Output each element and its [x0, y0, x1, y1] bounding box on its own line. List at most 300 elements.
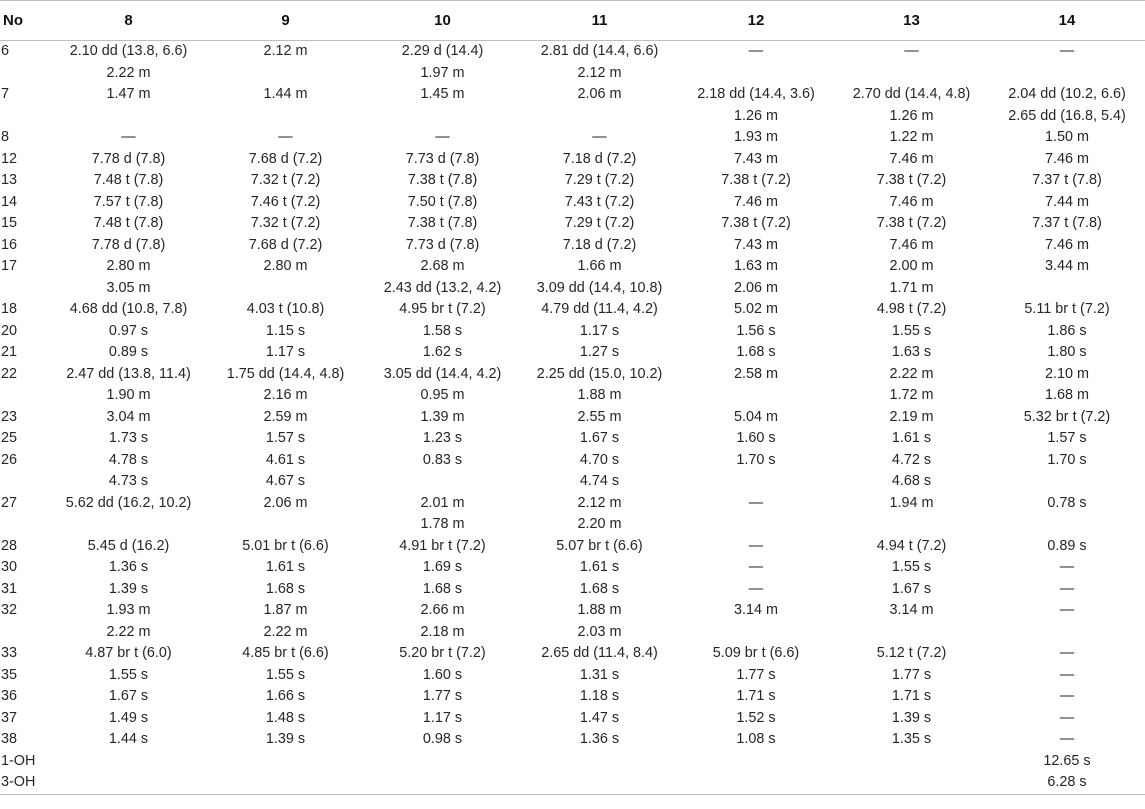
shift-value-cell — [678, 63, 834, 85]
shift-value-cell: 2.01 m — [420, 494, 465, 511]
shift-value-cell: 7.73 d (7.8) — [405, 236, 480, 253]
table-row — [0, 256, 1145, 278]
shift-value-cell: 2.12 m — [263, 43, 308, 59]
shift-value-cell: 7.38 t (7.8) — [407, 172, 478, 188]
shift-value-cell: 2.80 m — [106, 258, 151, 274]
shift-value-cell — [989, 622, 1145, 644]
shift-value-cell: 1.68 s — [736, 344, 776, 360]
shift-value-cell: 2.65 dd (11.4, 8.4) — [541, 645, 658, 661]
shift-value-cell: 2.47 dd (13.8, 11.4) — [66, 365, 191, 382]
shift-value-cell — [989, 471, 1145, 493]
shift-value-cell: 5.11 br t (7.2) — [1024, 301, 1110, 317]
shift-value-cell: 0.97 s — [108, 322, 149, 339]
table-row — [0, 450, 1145, 472]
shift-value-cell: 7.48 t (7.8) — [93, 215, 164, 231]
table-row — [0, 364, 1145, 386]
position-number-cell: 22 — [1, 365, 18, 382]
shift-value-cell: — — [1059, 602, 1075, 618]
shift-value-cell: 2.20 m — [577, 516, 622, 532]
shift-value-cell: 7.46 m — [889, 193, 934, 210]
shift-value-cell: 7.43 t (7.2) — [564, 193, 635, 210]
column-header-compound-9: 9 — [207, 1, 364, 41]
shift-value-cell: 1.80 s — [1047, 344, 1087, 360]
shift-value-cell: 3.05 dd (14.4, 4.2) — [383, 365, 502, 382]
shift-value-cell: — — [592, 129, 607, 145]
shift-value-cell: 3.44 m — [1045, 258, 1089, 274]
shift-value-cell: 1.35 s — [891, 731, 932, 747]
position-number-cell: 30 — [1, 559, 18, 575]
shift-value-cell: 7.38 t (7.2) — [721, 215, 791, 231]
shift-value-cell: 5.09 br t (6.6) — [712, 645, 800, 661]
shift-value-cell: 1.63 m — [734, 258, 778, 274]
shift-value-cell: 0.95 m — [420, 387, 465, 403]
table-row — [0, 407, 1145, 429]
position-number-cell: 32 — [1, 602, 18, 618]
shift-value-cell — [50, 751, 207, 773]
shift-value-cell: 0.78 s — [1047, 494, 1087, 511]
shift-value-cell: 1.67 s — [579, 430, 620, 446]
shift-value-cell: 5.20 br t (7.2) — [399, 645, 486, 661]
position-number-cell: 33 — [1, 645, 18, 661]
shift-value-cell: 7.46 m — [1045, 150, 1089, 167]
position-number-cell: 12 — [1, 150, 18, 167]
shift-value-cell: 7.46 m — [889, 150, 934, 167]
shift-value-cell: 1.55 s — [108, 666, 149, 683]
table-row — [0, 321, 1145, 343]
column-header-compound-12: 12 — [678, 1, 834, 41]
position-number-cell: 36 — [1, 688, 18, 704]
table-row — [0, 643, 1145, 665]
shift-value-cell: — — [1059, 666, 1075, 683]
position-number-cell: 35 — [1, 666, 18, 683]
shift-value-cell: 1.63 s — [891, 344, 932, 360]
table-row — [0, 471, 1145, 493]
shift-value-cell — [521, 106, 678, 128]
shift-value-cell: 2.22 m — [106, 623, 151, 640]
shift-value-cell: 5.45 d (16.2) — [87, 537, 170, 554]
shift-value-cell: 1.75 dd (14.4, 4.8) — [226, 365, 345, 382]
shift-value-cell: 2.10 dd (13.8, 6.6) — [69, 43, 188, 59]
shift-value-cell: 5.32 br t (7.2) — [1023, 408, 1111, 425]
shift-value-cell — [834, 751, 989, 773]
shift-value-cell: 2.59 m — [263, 408, 308, 425]
shift-value-cell: 2.58 m — [734, 365, 778, 382]
shift-value-cell: 4.72 s — [891, 451, 932, 468]
position-number-cell: 23 — [1, 408, 18, 425]
shift-value-cell: 1.39 s — [265, 731, 306, 747]
table-row — [0, 106, 1145, 128]
shift-value-cell — [364, 106, 521, 128]
shift-value-cell — [50, 772, 207, 794]
position-number-cell: 28 — [1, 537, 18, 554]
shift-value-cell: 1.60 s — [736, 430, 776, 446]
shift-value-cell: 2.10 m — [1045, 365, 1089, 382]
shift-value-cell: 1.70 s — [1047, 451, 1087, 468]
shift-value-cell: 7.48 t (7.8) — [93, 172, 164, 188]
shift-value-cell: 2.18 dd (14.4, 3.6) — [697, 86, 815, 102]
shift-value-cell: 2.06 m — [577, 86, 622, 102]
shift-value-cell: 2.25 dd (15.0, 10.2) — [536, 365, 663, 382]
shift-value-cell: 1.36 s — [108, 559, 149, 575]
shift-value-cell — [364, 471, 521, 493]
shift-value-cell: 3.05 m — [106, 279, 151, 296]
shift-value-cell: 1.22 m — [889, 129, 934, 145]
table-row — [0, 772, 1145, 794]
shift-value-cell: 4.70 s — [579, 451, 620, 468]
shift-value-cell: 7.29 t (7.2) — [564, 172, 635, 188]
shift-value-cell: 7.38 t (7.8) — [407, 215, 478, 231]
shift-value-cell — [678, 772, 834, 794]
shift-value-cell: 7.18 d (7.2) — [562, 236, 637, 253]
shift-value-cell: — — [1059, 559, 1075, 575]
shift-value-cell: 2.18 m — [420, 623, 465, 640]
shift-value-cell — [50, 106, 207, 128]
shift-value-cell: 2.06 m — [734, 279, 778, 296]
shift-value-cell: 4.87 br t (6.0) — [85, 645, 172, 661]
shift-value-cell: 1.44 m — [263, 86, 308, 102]
table-row — [0, 708, 1145, 730]
shift-value-cell: 1.57 s — [265, 430, 306, 446]
shift-value-cell: 12.65 s — [1043, 752, 1091, 769]
shift-value-cell — [834, 772, 989, 794]
shift-value-cell: 1.94 m — [889, 494, 934, 511]
shift-value-cell — [834, 514, 989, 536]
column-header-compound-14: 14 — [989, 1, 1145, 41]
shift-value-cell: 7.78 d (7.8) — [91, 236, 166, 253]
shift-value-cell: 0.89 s — [108, 344, 149, 360]
position-number-cell: 38 — [1, 731, 18, 747]
table-row — [0, 235, 1145, 257]
shift-value-cell: 1.18 s — [579, 688, 620, 704]
table-row — [0, 299, 1145, 321]
shift-value-cell: — — [278, 129, 293, 145]
shift-value-cell: — — [904, 43, 919, 59]
shift-value-cell: 1.71 m — [889, 279, 934, 296]
position-number-cell: 26 — [1, 451, 18, 468]
column-header-no: No — [0, 1, 50, 41]
shift-value-cell: 0.83 s — [422, 451, 463, 468]
shift-value-cell: 2.68 m — [420, 258, 465, 274]
table-row — [0, 41, 1145, 63]
column-header-compound-10: 10 — [364, 1, 521, 41]
shift-value-cell: 7.68 d (7.2) — [248, 150, 323, 167]
shift-value-cell: 1.72 m — [889, 387, 934, 403]
shift-value-cell: 1.39 m — [420, 408, 465, 425]
shift-value-cell: 1.62 s — [422, 344, 463, 360]
column-header-compound-11: 11 — [521, 1, 678, 41]
shift-value-cell: 7.46 t (7.2) — [250, 193, 321, 210]
position-number-cell: 18 — [1, 301, 18, 317]
shift-value-cell: — — [1059, 645, 1075, 661]
shift-value-cell: — — [1059, 709, 1075, 726]
position-number-cell: 37 — [1, 709, 18, 726]
shift-value-cell: 1.93 m — [734, 129, 778, 145]
shift-value-cell: 1.31 s — [579, 666, 620, 683]
position-number-cell: 25 — [1, 430, 18, 446]
shift-value-cell: — — [748, 580, 764, 597]
shift-value-cell: 1.87 m — [263, 602, 308, 618]
shift-value-cell: — — [1059, 688, 1075, 704]
shift-value-cell: 1.90 m — [106, 387, 151, 403]
shift-value-cell: 1.93 m — [106, 602, 151, 618]
shift-value-cell: 1.70 s — [736, 451, 776, 468]
shift-value-cell: 2.70 dd (14.4, 4.8) — [852, 86, 971, 102]
shift-value-cell: 0.89 s — [1047, 537, 1087, 554]
table-row — [0, 428, 1145, 450]
shift-value-cell: 1.44 s — [108, 731, 149, 747]
shift-value-cell: 1.17 s — [265, 344, 306, 360]
shift-value-cell: 1.61 s — [265, 559, 306, 575]
position-number-cell — [0, 622, 50, 644]
table-row — [0, 84, 1145, 106]
shift-value-cell: 1.68 s — [265, 580, 306, 597]
shift-value-cell: 4.78 s — [108, 451, 149, 468]
shift-value-cell: — — [748, 559, 764, 575]
table-row — [0, 149, 1145, 171]
shift-value-cell: 1.39 s — [108, 580, 149, 597]
table-row — [0, 751, 1145, 773]
shift-value-cell: 4.74 s — [579, 473, 620, 489]
shift-value-cell: 4.68 dd (10.8, 7.8) — [69, 301, 188, 317]
shift-value-cell: 4.79 dd (11.4, 4.2) — [541, 301, 658, 317]
shift-value-cell: 1.88 m — [577, 602, 622, 618]
shift-value-cell: 7.18 d (7.2) — [562, 150, 637, 167]
shift-value-cell: 7.46 m — [889, 236, 934, 253]
position-number-cell: 6 — [1, 43, 10, 59]
shift-value-cell — [207, 772, 364, 794]
shift-value-cell: 1.58 s — [422, 322, 463, 339]
shift-value-cell: 7.38 t (7.2) — [721, 172, 791, 188]
shift-value-cell: 1.49 s — [108, 709, 149, 726]
table-row — [0, 665, 1145, 687]
shift-value-cell: 5.07 br t (6.6) — [556, 537, 643, 554]
shift-value-cell: 1.27 s — [579, 344, 620, 360]
table-row — [0, 493, 1145, 515]
shift-value-cell — [50, 514, 207, 536]
shift-value-cell: — — [435, 129, 450, 145]
shift-value-cell — [678, 751, 834, 773]
shift-value-cell: 7.37 t (7.8) — [1032, 172, 1102, 188]
header-row — [0, 1, 1145, 41]
table-row — [0, 278, 1145, 300]
table-row — [0, 686, 1145, 708]
shift-value-cell: 1.17 s — [579, 322, 620, 339]
position-number-cell — [0, 278, 50, 300]
shift-value-cell: 2.22 m — [263, 623, 308, 640]
table-row — [0, 213, 1145, 235]
shift-value-cell: 1.26 m — [889, 107, 934, 124]
shift-value-cell: 2.80 m — [263, 258, 308, 274]
position-number-cell: 27 — [1, 494, 18, 511]
position-number-cell: 1-OH — [1, 752, 36, 769]
shift-value-cell: 7.38 t (7.2) — [876, 172, 947, 188]
shift-value-cell: 2.81 dd (14.4, 6.6) — [540, 43, 659, 59]
shift-value-cell: — — [1059, 43, 1075, 59]
shift-value-cell: 4.61 s — [265, 451, 306, 468]
table-row — [0, 600, 1145, 622]
table-row — [0, 514, 1145, 536]
shift-value-cell: 1.67 s — [108, 688, 149, 704]
shift-value-cell: 3.14 m — [734, 602, 778, 618]
shift-value-cell — [207, 751, 364, 773]
shift-value-cell: 1.67 s — [891, 580, 932, 597]
shift-value-cell: 7.44 m — [1045, 193, 1089, 210]
table-row — [0, 127, 1145, 149]
shift-value-cell: 7.46 m — [1045, 236, 1089, 253]
position-number-cell: 7 — [1, 86, 10, 102]
position-number-cell: 8 — [1, 129, 10, 145]
shift-value-cell: 1.78 m — [420, 516, 465, 532]
shift-value-cell: 1.15 s — [265, 322, 306, 339]
shift-value-cell: 1.97 m — [420, 64, 465, 81]
shift-value-cell: 2.22 m — [106, 64, 151, 81]
table-row — [0, 63, 1145, 85]
shift-value-cell: — — [748, 537, 764, 554]
shift-value-cell: 2.43 dd (13.2, 4.2) — [383, 279, 502, 296]
shift-value-cell: 1.88 m — [577, 387, 622, 403]
table-row — [0, 729, 1145, 751]
shift-value-cell: 7.29 t (7.2) — [564, 215, 635, 231]
shift-value-cell — [678, 514, 834, 536]
shift-value-cell — [521, 751, 678, 773]
table-row — [0, 342, 1145, 364]
shift-value-cell: 4.73 s — [108, 473, 149, 489]
shift-value-cell: 2.00 m — [889, 258, 934, 274]
table-row — [0, 385, 1145, 407]
shift-value-cell: 3.04 m — [106, 408, 151, 425]
shift-value-cell — [834, 63, 989, 85]
position-number-cell: 16 — [1, 236, 18, 253]
shift-value-cell: — — [748, 494, 764, 511]
position-number-cell: 17 — [1, 258, 18, 274]
shift-value-cell: 1.55 s — [891, 559, 932, 575]
shift-value-cell: 7.73 d (7.8) — [405, 150, 480, 167]
position-number-cell — [0, 63, 50, 85]
position-number-cell — [0, 385, 50, 407]
shift-value-cell: 1.23 s — [422, 430, 463, 446]
shift-value-cell: 1.71 s — [891, 688, 932, 704]
shift-value-cell: — — [1059, 731, 1075, 747]
shift-value-cell: 4.67 s — [265, 473, 306, 489]
shift-value-cell: 1.77 s — [891, 666, 932, 683]
shift-value-cell: 7.43 m — [734, 236, 778, 253]
shift-value-cell: 2.22 m — [889, 365, 934, 382]
position-number-cell: 31 — [1, 580, 18, 597]
shift-value-cell: 2.55 m — [577, 408, 622, 425]
shift-value-cell — [989, 63, 1145, 85]
shift-value-cell: — — [121, 129, 136, 145]
shift-value-cell: 4.94 t (7.2) — [876, 537, 947, 554]
table-row — [0, 170, 1145, 192]
shift-value-cell: 1.69 s — [422, 559, 463, 575]
shift-value-cell: 5.04 m — [734, 408, 778, 425]
shift-value-cell: 2.03 m — [577, 623, 622, 640]
shift-value-cell: 6.28 s — [989, 772, 1145, 794]
shift-value-cell: 1.61 s — [579, 559, 620, 575]
position-number-cell — [0, 471, 50, 493]
table-row — [0, 557, 1145, 579]
shift-value-cell: 1.47 m — [106, 86, 151, 102]
shift-value-cell: 7.43 m — [734, 150, 778, 167]
shift-value-cell — [521, 772, 678, 794]
column-header-compound-8: 8 — [50, 1, 207, 41]
shift-value-cell: 2.12 m — [577, 64, 622, 81]
shift-value-cell: 2.29 d (14.4) — [401, 43, 484, 59]
shift-value-cell: 2.16 m — [263, 387, 308, 403]
column-header-compound-13: 13 — [834, 1, 989, 41]
shift-value-cell: 7.68 d (7.2) — [248, 236, 323, 253]
shift-value-cell — [207, 278, 364, 300]
shift-value-cell: 1.61 s — [891, 430, 932, 446]
position-number-cell: 20 — [1, 322, 18, 339]
shift-value-cell: 2.65 dd (16.8, 5.4) — [1008, 107, 1126, 124]
shift-value-cell: 1.47 s — [579, 709, 620, 726]
shift-value-cell: 3.14 m — [889, 602, 934, 618]
shift-value-cell: 1.08 s — [736, 731, 776, 747]
position-number-cell: 13 — [1, 172, 18, 188]
shift-value-cell: 1.36 s — [579, 731, 620, 747]
shift-value-cell — [364, 751, 521, 773]
position-number-cell — [0, 106, 50, 128]
shift-value-cell: 1.71 s — [736, 688, 776, 704]
shift-value-cell: 1.73 s — [108, 430, 149, 446]
shift-value-cell: 7.57 t (7.8) — [93, 193, 164, 210]
shift-value-cell: — — [1059, 580, 1075, 597]
shift-value-cell: 7.32 t (7.2) — [250, 172, 321, 188]
shift-value-cell: 1.77 s — [736, 666, 776, 683]
table-row — [0, 536, 1145, 558]
shift-value-cell: 1.68 s — [422, 580, 463, 597]
shift-value-cell — [989, 514, 1145, 536]
position-number-cell: 14 — [1, 193, 18, 210]
shift-value-cell: 1.77 s — [422, 688, 463, 704]
shift-value-cell: 2.06 m — [263, 494, 308, 511]
shift-value-cell: 1.68 m — [1045, 387, 1089, 403]
position-number-cell: 21 — [1, 344, 18, 360]
shift-value-cell: 1.39 s — [891, 709, 932, 726]
shift-value-cell: 1.48 s — [265, 709, 306, 726]
shift-value-cell — [678, 385, 834, 407]
shift-value-cell: 2.04 dd (10.2, 6.6) — [1008, 86, 1126, 102]
shift-value-cell: 1.17 s — [422, 709, 463, 726]
shift-value-cell: 5.01 br t (6.6) — [242, 537, 329, 554]
shift-value-cell: 2.12 m — [577, 494, 622, 511]
shift-value-cell: 7.32 t (7.2) — [250, 215, 321, 231]
shift-value-cell — [834, 622, 989, 644]
shift-value-cell: 1.60 s — [422, 666, 463, 683]
table-row — [0, 579, 1145, 601]
shift-value-cell: 4.91 br t (7.2) — [399, 537, 486, 554]
shift-value-cell — [989, 278, 1145, 300]
shift-value-cell: 5.12 t (7.2) — [876, 645, 947, 661]
shift-value-cell: 3.09 dd (14.4, 10.8) — [536, 279, 663, 296]
shift-value-cell — [678, 622, 834, 644]
position-number-cell: 15 — [1, 215, 18, 231]
table-row — [0, 192, 1145, 214]
shift-value-cell: 1.52 s — [736, 709, 776, 726]
position-number-cell: 3-OH — [0, 772, 50, 794]
shift-value-cell: 2.66 m — [420, 602, 465, 618]
shift-value-cell: 4.85 br t (6.6) — [242, 645, 329, 661]
shift-value-cell — [364, 772, 521, 794]
shift-value-cell: 1.45 m — [420, 86, 465, 102]
shift-value-cell: 1.57 s — [1047, 430, 1087, 446]
shift-value-cell: 1.55 s — [265, 666, 306, 683]
shift-value-cell: 7.78 d (7.8) — [91, 150, 166, 167]
shift-value-cell: 1.26 m — [734, 107, 778, 124]
shift-value-cell — [678, 471, 834, 493]
position-number-cell — [0, 514, 50, 536]
